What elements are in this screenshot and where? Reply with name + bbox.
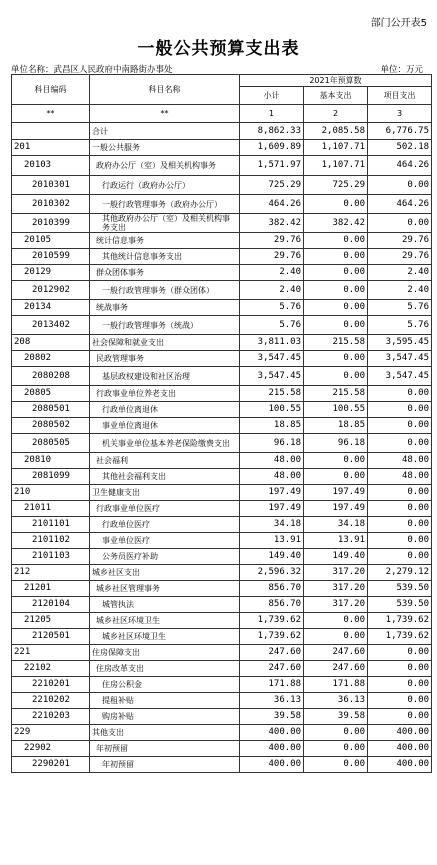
- row-name: 行政运行（政府办公厅）: [90, 176, 240, 195]
- index-cell: **: [12, 105, 90, 123]
- row-basic: 171.88: [304, 677, 368, 693]
- table-row: [12, 123, 432, 140]
- row-name: 一般行政管理事务（群众团体）: [90, 281, 240, 300]
- row-code: 2010302: [12, 195, 90, 214]
- row-total: 34.18: [240, 517, 304, 533]
- row-basic: 197.49: [304, 501, 368, 517]
- row-basic: 0.00: [304, 469, 368, 485]
- row-basic: 0.00: [304, 453, 368, 469]
- row-project: 400.00: [368, 757, 432, 773]
- row-name: 合计: [90, 123, 240, 140]
- row-name: 一般行政管理事务（政府办公厅）: [90, 195, 240, 214]
- row-total: 29.76: [240, 233, 304, 249]
- table-row: [12, 661, 432, 677]
- row-name: 行政事业单位医疗: [90, 501, 240, 517]
- row-code: 210: [12, 485, 90, 501]
- row-code: 2080501: [12, 402, 90, 418]
- row-name: 统战事务: [90, 300, 240, 316]
- row-total: 3,811.03: [240, 335, 304, 351]
- row-total: 464.26: [240, 195, 304, 214]
- row-basic: 0.00: [304, 265, 368, 281]
- row-name: 一般行政管理事务（统战）: [90, 316, 240, 335]
- index-cell: 3: [368, 105, 432, 123]
- table-row: [12, 597, 432, 613]
- header-name: 科目名称: [90, 75, 240, 105]
- table-row: [12, 549, 432, 565]
- table-row: [12, 418, 432, 434]
- row-basic: 149.40: [304, 549, 368, 565]
- row-total: 149.40: [240, 549, 304, 565]
- index-cell: 1: [240, 105, 304, 123]
- row-basic: 317.20: [304, 565, 368, 581]
- row-project: 1,739.62: [368, 629, 432, 645]
- table-row: [12, 485, 432, 501]
- row-project: 2,279.12: [368, 565, 432, 581]
- table-row: [12, 156, 432, 176]
- row-total: 29.76: [240, 249, 304, 265]
- row-total: 5.76: [240, 316, 304, 335]
- row-basic: 36.13: [304, 693, 368, 709]
- row-name: 事业单位医疗: [90, 533, 240, 549]
- row-total: 171.88: [240, 677, 304, 693]
- row-basic: 13.91: [304, 533, 368, 549]
- row-name: 其他支出: [90, 725, 240, 741]
- row-code: 21205: [12, 613, 90, 629]
- row-name: 其他政府办公厅（室）及相关机构事务支出: [90, 214, 240, 233]
- row-project: 400.00: [368, 725, 432, 741]
- table-row: [12, 367, 432, 386]
- row-name: 城乡社区环境卫生: [90, 629, 240, 645]
- row-project: 2.40: [368, 281, 432, 300]
- row-total: 1,739.62: [240, 613, 304, 629]
- row-code: 20105: [12, 233, 90, 249]
- row-project: 48.00: [368, 469, 432, 485]
- row-code: 2080208: [12, 367, 90, 386]
- index-cell: **: [90, 105, 240, 123]
- row-code: 221: [12, 645, 90, 661]
- row-basic: 34.18: [304, 517, 368, 533]
- row-project: 6,776.75: [368, 123, 432, 140]
- row-name: 住房公积金: [90, 677, 240, 693]
- table-row: [12, 533, 432, 549]
- row-code: 2101102: [12, 533, 90, 549]
- table-row: [12, 249, 432, 265]
- table-row: [12, 741, 432, 757]
- row-project: 3,547.45: [368, 351, 432, 367]
- table-row: [12, 386, 432, 402]
- table-row: [12, 645, 432, 661]
- row-name: 卫生健康支出: [90, 485, 240, 501]
- row-total: 36.13: [240, 693, 304, 709]
- row-basic: 247.60: [304, 661, 368, 677]
- table-row: [12, 693, 432, 709]
- row-project: 502.18: [368, 140, 432, 156]
- row-code: 20802: [12, 351, 90, 367]
- row-total: 39.58: [240, 709, 304, 725]
- row-code: 22902: [12, 741, 90, 757]
- row-code: 2013402: [12, 316, 90, 335]
- row-basic: 39.58: [304, 709, 368, 725]
- row-total: 725.29: [240, 176, 304, 195]
- row-code: 20129: [12, 265, 90, 281]
- row-code: 2101103: [12, 549, 90, 565]
- row-project: 0.00: [368, 418, 432, 434]
- row-basic: 0.00: [304, 741, 368, 757]
- row-project: 1,739.62: [368, 613, 432, 629]
- row-basic: 96.18: [304, 434, 368, 453]
- row-code: 2120501: [12, 629, 90, 645]
- row-total: 247.60: [240, 661, 304, 677]
- row-basic: 0.00: [304, 367, 368, 386]
- table-row: [12, 629, 432, 645]
- row-basic: 2,085.58: [304, 123, 368, 140]
- row-project: 539.50: [368, 581, 432, 597]
- table-number-label: 部门公开表5: [370, 18, 427, 29]
- table-row: [12, 214, 432, 233]
- row-project: 0.00: [368, 386, 432, 402]
- row-project: 464.26: [368, 156, 432, 176]
- row-basic: 0.00: [304, 629, 368, 645]
- row-total: 3,547.45: [240, 351, 304, 367]
- table-row: [12, 565, 432, 581]
- row-total: 1,609.89: [240, 140, 304, 156]
- row-name: 行政单位医疗: [90, 517, 240, 533]
- row-code: 20805: [12, 386, 90, 402]
- row-total: 18.85: [240, 418, 304, 434]
- row-total: 382.42: [240, 214, 304, 233]
- row-code: 208: [12, 335, 90, 351]
- row-project: 0.00: [368, 709, 432, 725]
- row-name: 城乡社区管理事务: [90, 581, 240, 597]
- row-code: 2210203: [12, 709, 90, 725]
- row-project: 0.00: [368, 693, 432, 709]
- row-total: 96.18: [240, 434, 304, 453]
- table-row: [12, 469, 432, 485]
- header-project: 项目支出: [368, 87, 432, 105]
- row-basic: 0.00: [304, 195, 368, 214]
- table-row: [12, 402, 432, 418]
- table-row: [12, 757, 432, 773]
- row-code: 2010301: [12, 176, 90, 195]
- row-total: 5.76: [240, 300, 304, 316]
- row-total: 400.00: [240, 757, 304, 773]
- budget-table: [11, 74, 432, 773]
- row-basic: 317.20: [304, 597, 368, 613]
- row-basic: 382.42: [304, 214, 368, 233]
- row-code: [12, 123, 90, 140]
- row-project: 464.26: [368, 195, 432, 214]
- table-row: [12, 176, 432, 195]
- row-total: 48.00: [240, 469, 304, 485]
- row-project: 0.00: [368, 501, 432, 517]
- row-code: 2210202: [12, 693, 90, 709]
- row-name: 公务员医疗补助: [90, 549, 240, 565]
- header-total: 小计: [240, 87, 304, 105]
- row-basic: 0.00: [304, 316, 368, 335]
- table-row: [12, 140, 432, 156]
- row-name: 机关事业单位基本养老保险缴费支出: [90, 434, 240, 453]
- row-total: 400.00: [240, 741, 304, 757]
- page-title: 一般公共预算支出表: [137, 39, 300, 59]
- row-basic: 215.58: [304, 386, 368, 402]
- row-project: 0.00: [368, 517, 432, 533]
- row-basic: 0.00: [304, 725, 368, 741]
- row-name: 行政单位离退休: [90, 402, 240, 418]
- row-code: 201: [12, 140, 90, 156]
- row-basic: 0.00: [304, 757, 368, 773]
- row-total: 197.49: [240, 501, 304, 517]
- row-total: 215.58: [240, 386, 304, 402]
- row-project: 48.00: [368, 453, 432, 469]
- header-basic: 基本支出: [304, 87, 368, 105]
- row-name: 城乡社区支出: [90, 565, 240, 581]
- table-row: [12, 501, 432, 517]
- row-project: 0.00: [368, 661, 432, 677]
- row-total: 856.70: [240, 581, 304, 597]
- row-total: 2,596.32: [240, 565, 304, 581]
- row-name: 年初预留: [90, 741, 240, 757]
- row-name: 其他社会福利支出: [90, 469, 240, 485]
- row-name: 城乡社区环境卫生: [90, 613, 240, 629]
- table-row: [12, 265, 432, 281]
- row-total: 2.40: [240, 281, 304, 300]
- row-basic: 0.00: [304, 613, 368, 629]
- row-basic: 1,107.71: [304, 140, 368, 156]
- row-name: 住房改革支出: [90, 661, 240, 677]
- table-row: [12, 677, 432, 693]
- row-project: 2.40: [368, 265, 432, 281]
- row-total: 400.00: [240, 725, 304, 741]
- row-code: 212: [12, 565, 90, 581]
- row-total: 13.91: [240, 533, 304, 549]
- table-row: [12, 233, 432, 249]
- row-basic: 247.60: [304, 645, 368, 661]
- row-project: 29.76: [368, 249, 432, 265]
- row-basic: 215.58: [304, 335, 368, 351]
- row-project: 539.50: [368, 597, 432, 613]
- table-row: [12, 316, 432, 335]
- row-project: 0.00: [368, 533, 432, 549]
- table-row: [12, 581, 432, 597]
- row-project: 0.00: [368, 434, 432, 453]
- row-name: 购房补贴: [90, 709, 240, 725]
- header-code: 科目编码: [12, 75, 90, 105]
- row-basic: 725.29: [304, 176, 368, 195]
- row-project: 3,595.45: [368, 335, 432, 351]
- row-code: 229: [12, 725, 90, 741]
- row-code: 2080502: [12, 418, 90, 434]
- row-total: 247.60: [240, 645, 304, 661]
- row-name: 社会福利: [90, 453, 240, 469]
- row-total: 48.00: [240, 453, 304, 469]
- row-code: 20103: [12, 156, 90, 176]
- row-code: 20810: [12, 453, 90, 469]
- row-code: 20134: [12, 300, 90, 316]
- row-total: 1,739.62: [240, 629, 304, 645]
- row-project: 0.00: [368, 176, 432, 195]
- row-code: 2210201: [12, 677, 90, 693]
- row-code: 2010599: [12, 249, 90, 265]
- row-project: 400.00: [368, 741, 432, 757]
- row-code: 2290201: [12, 757, 90, 773]
- row-name: 事业单位离退休: [90, 418, 240, 434]
- currency-unit-label: 单位：万元: [380, 65, 423, 75]
- row-total: 2.40: [240, 265, 304, 281]
- index-cell: 2: [304, 105, 368, 123]
- row-name: 其他统计信息事务支出: [90, 249, 240, 265]
- row-total: 3,547.45: [240, 367, 304, 386]
- row-name: 群众团体事务: [90, 265, 240, 281]
- row-basic: 0.00: [304, 300, 368, 316]
- table-row: [12, 517, 432, 533]
- table-row: [12, 195, 432, 214]
- row-project: 0.00: [368, 645, 432, 661]
- row-name: 社会保障和就业支出: [90, 335, 240, 351]
- row-name: 城管执法: [90, 597, 240, 613]
- table-row: [12, 613, 432, 629]
- row-project: 0.00: [368, 402, 432, 418]
- row-code: 21011: [12, 501, 90, 517]
- row-project: 29.76: [368, 233, 432, 249]
- header-budget-group: 2021年预算数: [240, 75, 432, 87]
- row-basic: 317.20: [304, 581, 368, 597]
- table-row: [12, 434, 432, 453]
- row-basic: 18.85: [304, 418, 368, 434]
- unit-name-label: 单位名称：武昌区人民政府中南路街办事处: [11, 65, 173, 75]
- row-code: 2080505: [12, 434, 90, 453]
- row-basic: 0.00: [304, 249, 368, 265]
- table-row: [12, 351, 432, 367]
- index-row: [12, 105, 432, 123]
- table-row: [12, 300, 432, 316]
- row-total: 100.55: [240, 402, 304, 418]
- row-total: 1,571.97: [240, 156, 304, 176]
- row-name: 政府办公厅（室）及相关机构事务: [90, 156, 240, 176]
- row-name: 年初预留: [90, 757, 240, 773]
- row-basic: 0.00: [304, 233, 368, 249]
- row-code: 2012902: [12, 281, 90, 300]
- table-row: [12, 335, 432, 351]
- row-name: 行政事业单位养老支出: [90, 386, 240, 402]
- table-row: [12, 725, 432, 741]
- table-row: [12, 709, 432, 725]
- row-code: 2101101: [12, 517, 90, 533]
- row-name: 民政管理事务: [90, 351, 240, 367]
- row-code: 21201: [12, 581, 90, 597]
- row-basic: 197.49: [304, 485, 368, 501]
- row-name: 住房保障支出: [90, 645, 240, 661]
- row-project: 5.76: [368, 316, 432, 335]
- row-basic: 100.55: [304, 402, 368, 418]
- row-basic: 1,107.71: [304, 156, 368, 176]
- row-name: 基层政权建设和社区治理: [90, 367, 240, 386]
- row-basic: 0.00: [304, 351, 368, 367]
- row-name: 统计信息事务: [90, 233, 240, 249]
- row-name: 一般公共服务: [90, 140, 240, 156]
- row-code: 2081099: [12, 469, 90, 485]
- row-project: 3,547.45: [368, 367, 432, 386]
- row-total: 197.49: [240, 485, 304, 501]
- table-row: [12, 453, 432, 469]
- row-project: 0.00: [368, 549, 432, 565]
- row-project: 5.76: [368, 300, 432, 316]
- row-code: 2120104: [12, 597, 90, 613]
- row-project: 0.00: [368, 677, 432, 693]
- row-code: 2010399: [12, 214, 90, 233]
- row-total: 8,862.33: [240, 123, 304, 140]
- row-basic: 0.00: [304, 281, 368, 300]
- row-code: 22102: [12, 661, 90, 677]
- row-project: 0.00: [368, 214, 432, 233]
- row-project: 0.00: [368, 485, 432, 501]
- row-name: 提租补贴: [90, 693, 240, 709]
- table-row: [12, 281, 432, 300]
- row-total: 856.70: [240, 597, 304, 613]
